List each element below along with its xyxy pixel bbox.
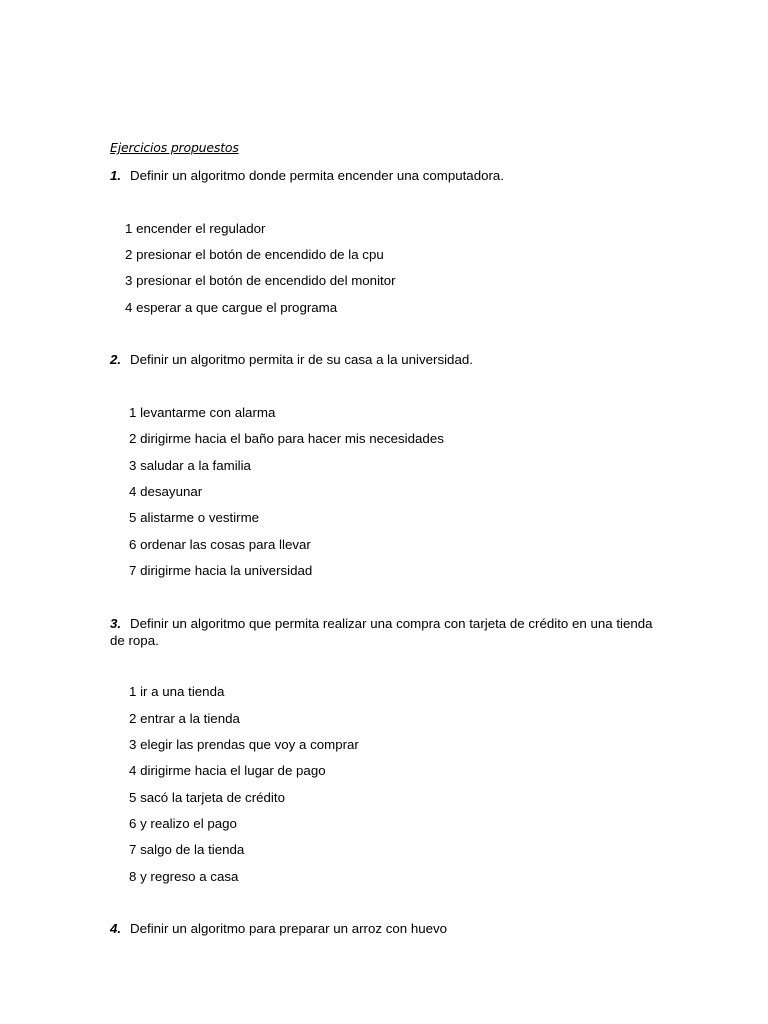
list-item: 1 ir a una tienda [129,684,225,699]
question-3 [110,615,655,649]
list-item: 3 elegir las prendas que voy a comprar [129,737,359,752]
question-2 [110,351,655,368]
question-number: 3. [110,616,122,631]
section-heading: Ejercicios propuestos [110,140,239,155]
list-item: 6 ordenar las cosas para llevar [129,537,311,552]
list-item: 1 encender el regulador [125,221,266,236]
list-item: 8 y regreso a casa [129,869,239,884]
list-item: 4 desayunar [129,484,203,499]
list-item: 3 saludar a la familia [129,458,251,473]
list-item: 5 alistarme o vestirme [129,510,260,525]
list-item: 4 esperar a que cargue el programa [125,300,338,315]
question-text: Definir un algoritmo permita ir de su casa a la universidad. [130,352,473,367]
list-item: 4 dirigirme hacia el lugar de pago [129,763,326,778]
question-number: 4. [110,921,122,936]
list-item: 6 y realizo el pago [129,816,237,831]
list-item: 3 presionar el botón de encendido del monitor [125,273,396,288]
question-number: 1. [110,168,122,183]
list-item: 7 salgo de la tienda [129,842,245,857]
question-text: Definir un algoritmo que permita realizar una compra con tarjeta de crédito en una tienda de ropa. [110,616,653,648]
question-4 [110,920,655,937]
question-1 [110,167,655,184]
list-item: 1 levantarme con alarma [129,405,276,420]
list-item: 7 dirigirme hacia la universidad [129,563,313,578]
question-number: 2. [110,352,122,367]
list-item: 5 sacó la tarjeta de crédito [129,790,285,805]
list-item: 2 entrar a la tienda [129,711,240,726]
question-text: Definir un algoritmo para preparar un arroz con huevo [130,921,448,936]
question-text: Definir un algoritmo donde permita encender una computadora. [130,168,505,183]
list-item: 2 dirigirme hacia el baño para hacer mis necesidades [129,431,444,446]
list-item: 2 presionar el botón de encendido de la cpu [125,247,384,262]
